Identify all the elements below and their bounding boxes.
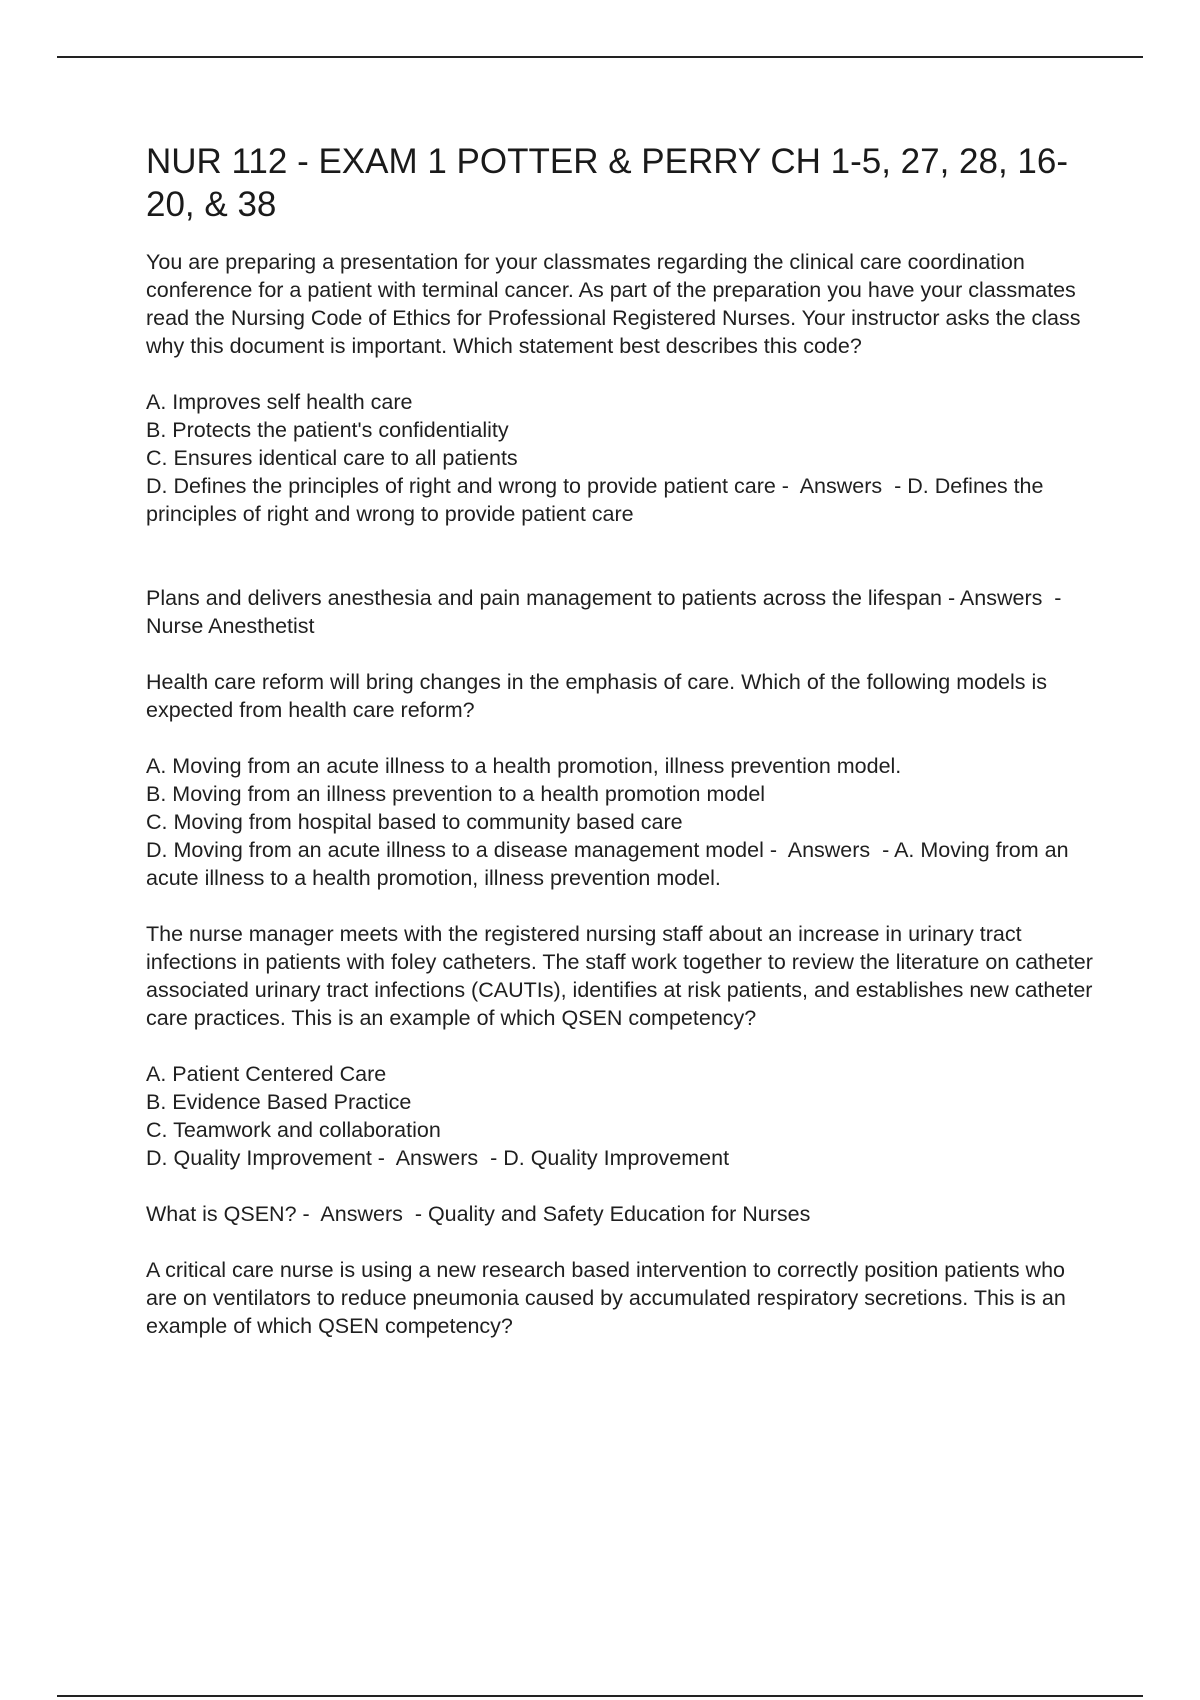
question-1-options: A. Improves self health care B. Protects the patient's confidentiality C. Ensures identical care to all patients D. Defines the principles of right and wrong to provide patient care - Answers - D. Defines the principles of right and wrong to provide patient care xyxy=(146,390,1044,526)
question-2-card: Plans and delivers anesthesia and pain management to patients across the lifespan - Answers - Nurse Anesthetist xyxy=(146,586,1068,638)
question-6-stem: A critical care nurse is using a new research based intervention to correctly position patients who are on ventilators to reduce pneumonia caused by accumulated respiratory secretions. This is an example of which QSEN competency? xyxy=(146,1258,1072,1338)
question-3-options: A. Moving from an acute illness to a health promotion, illness prevention model. B. Moving from an illness prevention to a health promotion model C. Moving from hospital based to community based care D. Moving from an acute illness to a disease management model - Answers - A. Moving from an acute illness to a health promotion, illness prevention model. xyxy=(146,754,1069,890)
question-1-stem: You are preparing a presentation for your classmates regarding the clinical care coordination conference for a patient with terminal cancer. As part of the preparation you have your classmates read the Nursing Code of Ethics for Professional Registered Nurses. Your instructor asks the class why this document is important. Which statement best describes this code? xyxy=(146,250,1087,358)
top-rule xyxy=(57,56,1143,58)
question-3-stem: Health care reform will bring changes in the emphasis of care. Which of the following models is expected from health care reform? xyxy=(146,670,1054,722)
question-4-stem: The nurse manager meets with the registered nursing staff about an increase in urinary tract infections in patients with foley catheters. The staff work together to review the literature on catheter associated urinary tract infections (CAUTIs), identifies at risk patients, and establishes new catheter care practices. This is an example of which QSEN competency? xyxy=(146,922,1099,1030)
document-body xyxy=(146,140,1099,1340)
page-title: NUR 112 - EXAM 1 POTTER & PERRY CH 1-5, 27, 28, 16-20, & 38 xyxy=(146,142,1068,224)
question-5-card: What is QSEN? - Answers - Quality and Safety Education for Nurses xyxy=(146,1202,811,1226)
bottom-rule xyxy=(57,1695,1143,1697)
question-4-options: A. Patient Centered Care B. Evidence Based Practice C. Teamwork and collaboration D. Quality Improvement - Answers - D. Quality Improvement xyxy=(146,1062,730,1170)
